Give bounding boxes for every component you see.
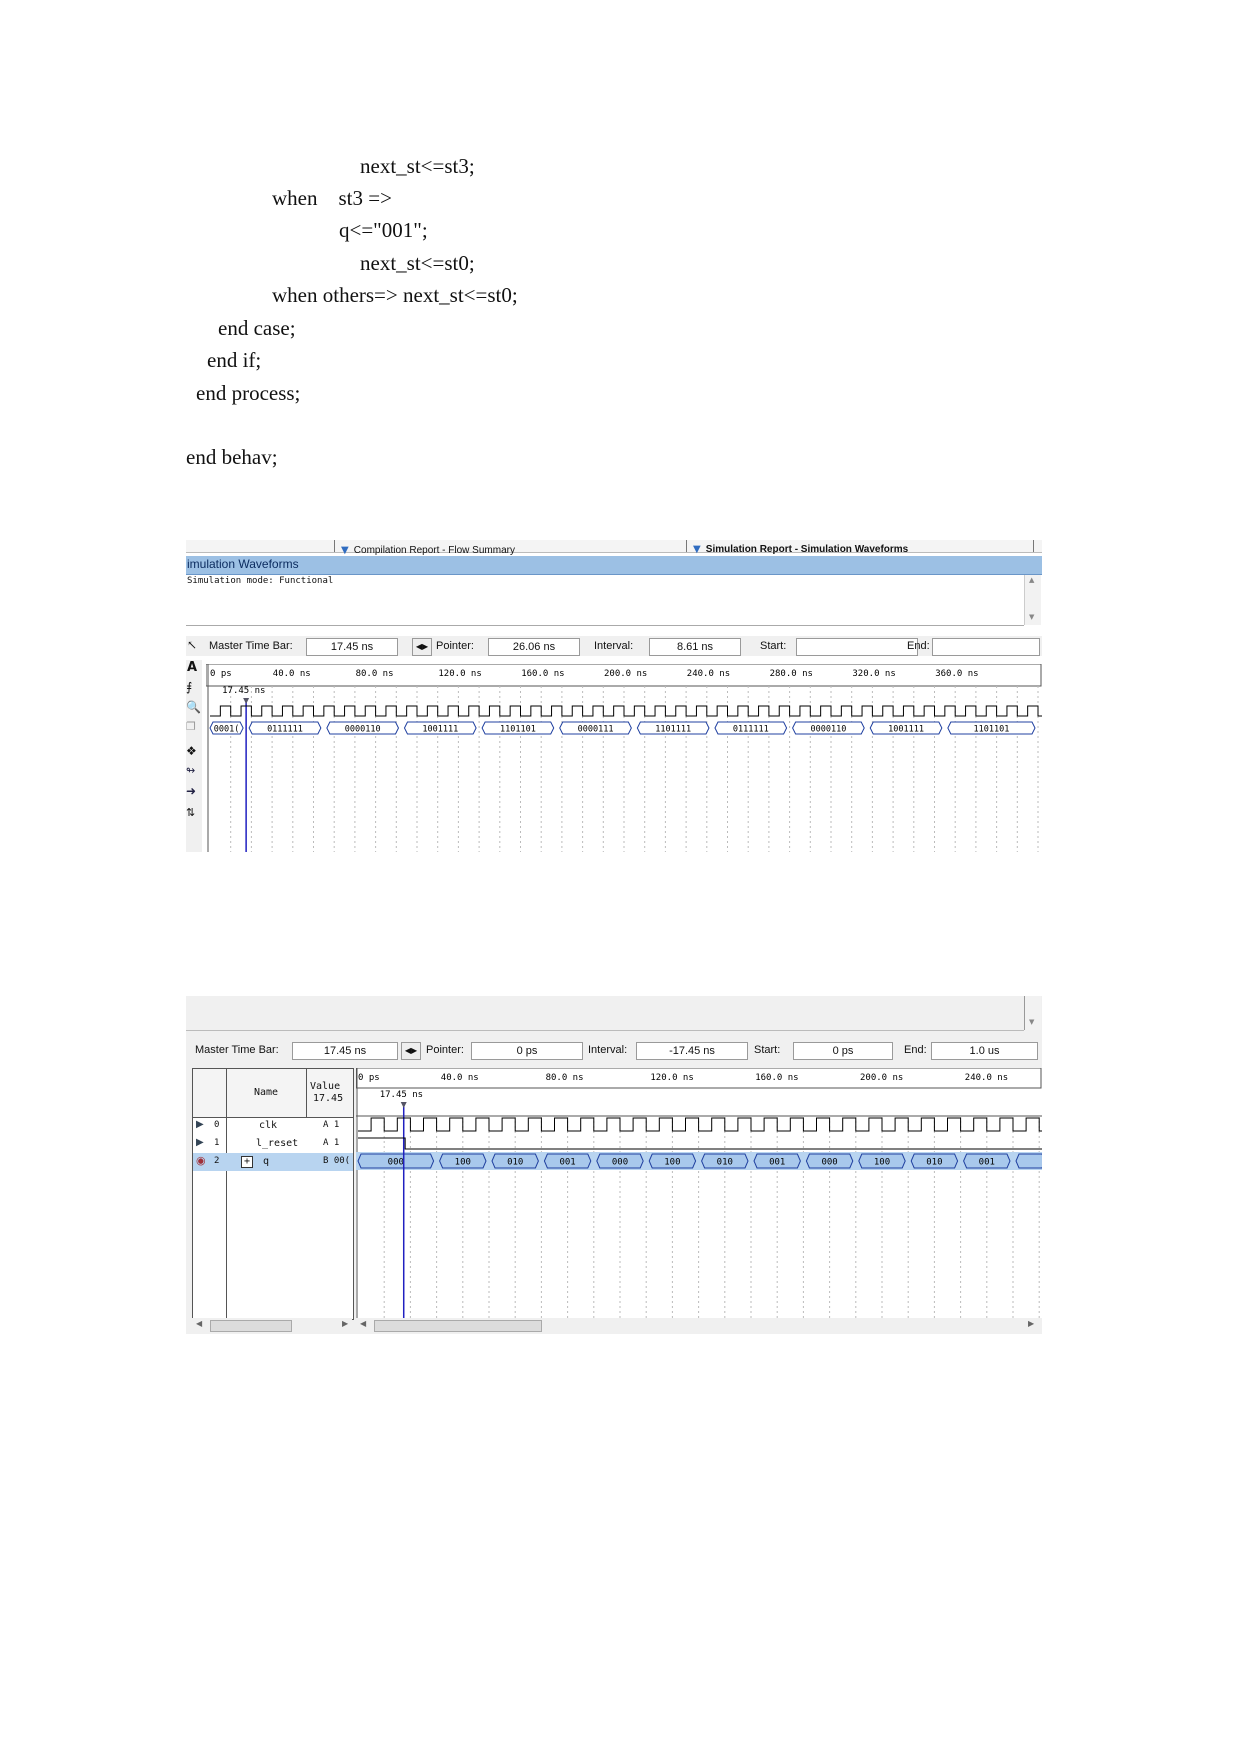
interval-label: Interval: — [588, 1044, 628, 1056]
tab-simulation-report[interactable]: ▼ Simulation Report - Simulation Waveforms — [686, 540, 1034, 552]
time-bar-spinner[interactable]: ◀▶ — [401, 1042, 421, 1060]
time-tick-label: 40.0 ns — [440, 1073, 479, 1083]
code-line: when st3 => — [272, 186, 392, 210]
value-column-time: 17.45 — [313, 1093, 344, 1104]
time-tick-label: 360.0 ns — [935, 669, 979, 679]
time-tick-label: 160.0 ns — [521, 669, 565, 679]
tab-compilation-report[interactable]: ▼ Compilation Report - Flow Summary — [334, 540, 515, 552]
copy-icon[interactable]: ❐ — [186, 720, 196, 733]
bus-value-label: 0000110 — [344, 724, 381, 735]
time-tick-label: 120.0 ns — [438, 669, 482, 679]
signal-name: q — [263, 1156, 270, 1167]
waveform-area-1[interactable] — [206, 664, 1042, 852]
panel-title-bar — [186, 556, 1042, 575]
signal-name: clk — [259, 1120, 278, 1131]
arrow-right-icon[interactable]: ➜ — [186, 784, 197, 798]
bus-value-label: 001 — [978, 1157, 995, 1168]
time-tick-label: 0 ps — [210, 669, 232, 679]
master-time-bar-field[interactable]: 17.45 ns — [306, 638, 398, 656]
simulation-mode-text: Simulation mode: Functional — [187, 576, 334, 586]
bus-value-label: 1101101 — [973, 724, 1010, 735]
tab-strip — [186, 540, 1042, 556]
signal-index: 1 — [214, 1138, 220, 1148]
signal-index: 2 — [214, 1156, 220, 1166]
signal-index: 0 — [214, 1120, 220, 1130]
code-line: end behav; — [186, 445, 278, 469]
find-icon[interactable]: ❖ — [186, 744, 197, 758]
end-field[interactable]: 1.0 us — [931, 1042, 1038, 1060]
bus-value-label: 100 — [873, 1157, 891, 1168]
mode-scrollbar[interactable] — [1024, 575, 1041, 625]
report-icon: ▼ — [693, 544, 701, 555]
time-tick-label: 160.0 ns — [755, 1073, 799, 1083]
code-line: end process; — [196, 381, 301, 405]
code-line: end case; — [218, 316, 296, 340]
bus-value-label: 1101111 — [655, 724, 692, 735]
scroll-left-icon[interactable]: ◀ — [196, 1319, 203, 1328]
interval-field: 8.61 ns — [649, 638, 741, 656]
time-tick-label: 240.0 ns — [686, 669, 731, 679]
mode-text-area — [186, 996, 1024, 1031]
pointer-field: 0 ps — [471, 1042, 583, 1060]
end-label: End: — [904, 1044, 927, 1056]
signal-value: A 1 — [323, 1138, 340, 1148]
bus-value-label: 000 — [387, 1157, 404, 1168]
time-tick-label: 80.0 ns — [355, 669, 394, 679]
bus-value-label: 0111111 — [732, 724, 769, 735]
time-tick-label: 120.0 ns — [650, 1073, 694, 1083]
pointer-tool-icon[interactable]: ↖ — [187, 638, 198, 652]
bus-value-label: 0111111 — [267, 724, 303, 735]
bus-value-label: 100 — [454, 1157, 471, 1168]
time-tick-label: 280.0 ns — [769, 669, 813, 679]
time-tick-label: 200.0 ns — [860, 1073, 904, 1083]
signal-row[interactable] — [193, 1117, 353, 1135]
code-line: next_st<=st0; — [360, 251, 475, 275]
bus-segment — [1016, 1154, 1042, 1168]
replace-icon[interactable]: ↬ — [186, 764, 196, 777]
end-label: End: — [907, 640, 930, 652]
start-label: Start: — [754, 1044, 781, 1056]
signal-list-pane — [192, 1068, 354, 1320]
bus-value-label: 1001111 — [422, 724, 459, 735]
signal-value: B 00( — [323, 1156, 351, 1166]
time-bar-row — [186, 1040, 1042, 1060]
code-line: next_st<=st3; — [360, 154, 475, 178]
scroll-thumb[interactable] — [374, 1320, 542, 1332]
simulation-window-2 — [186, 996, 1042, 1334]
cursor-time-label: 17.45 ns — [222, 686, 266, 696]
start-field[interactable] — [796, 638, 918, 656]
scroll-up-icon[interactable]: ▲ — [1029, 576, 1035, 584]
scroll-left-icon[interactable]: ◀ — [360, 1319, 367, 1328]
bus-value-label: 001 — [559, 1157, 576, 1168]
signal-value: A 1 — [323, 1120, 340, 1130]
bus-value-label: 000 — [821, 1157, 838, 1168]
time-tick-label: 200.0 ns — [604, 669, 648, 679]
bus-value-label: 1101101 — [499, 724, 536, 735]
scroll-right-icon[interactable]: ▶ — [342, 1319, 349, 1328]
time-tick-label: 240.0 ns — [964, 1073, 1009, 1083]
signal-list-hscrollbar[interactable] — [192, 1318, 352, 1332]
mode-scrollbar[interactable] — [1024, 996, 1041, 1030]
bus-value-label: 100 — [664, 1157, 681, 1168]
scroll-thumb[interactable] — [210, 1320, 292, 1332]
end-field[interactable] — [932, 638, 1040, 656]
code-line: end if; — [207, 348, 262, 372]
scroll-down-icon[interactable]: ▼ — [1029, 613, 1035, 621]
signal-row[interactable] — [193, 1135, 353, 1153]
bus-value-label: 0000111 — [577, 724, 614, 735]
interval-label: Interval: — [594, 640, 634, 652]
waveform-area-2[interactable] — [356, 1068, 1042, 1318]
pointer-label: Pointer: — [436, 640, 474, 652]
cursor-time-label: 17.45 ns — [379, 1090, 424, 1100]
bus-value-label: 0001( — [213, 724, 240, 735]
time-tick-label: 40.0 ns — [272, 669, 311, 679]
input-pin-icon: ▶ — [196, 1137, 204, 1148]
output-pin-icon: ◉ — [196, 1154, 206, 1167]
node-finder-icon[interactable]: ⨎ — [186, 680, 193, 694]
pointer-field: 26.06 ns — [488, 638, 580, 656]
master-time-bar-label: Master Time Bar: — [195, 1044, 279, 1056]
master-time-bar-field[interactable]: 17.45 ns — [292, 1042, 398, 1060]
name-column-header[interactable]: Name — [254, 1087, 279, 1098]
bus-value-label: 010 — [716, 1157, 733, 1168]
code-line: when others=> next_st<=st0; — [272, 283, 518, 307]
mode-text-area — [186, 575, 1024, 626]
report-icon: ▼ — [341, 545, 349, 556]
start-field[interactable]: 0 ps — [793, 1042, 893, 1060]
bus-value-label: 010 — [507, 1157, 524, 1168]
scroll-down-icon[interactable]: ▼ — [1029, 1018, 1035, 1026]
waveform-hscrollbar[interactable] — [356, 1318, 1042, 1332]
bus-value-label: 001 — [769, 1157, 786, 1168]
bus-value-label: 000 — [611, 1157, 629, 1168]
time-tick-label: 320.0 ns — [852, 669, 896, 679]
pointer-label: Pointer: — [426, 1044, 464, 1056]
zoom-icon[interactable]: 🔍 — [186, 700, 201, 714]
expand-icon[interactable]: + — [241, 1156, 253, 1168]
signal-list-header — [193, 1069, 353, 1118]
sort-icon[interactable]: ⇅ — [186, 806, 196, 819]
bus-value-label: 010 — [926, 1157, 943, 1168]
master-time-bar-label: Master Time Bar: — [209, 640, 293, 652]
value-column-header[interactable]: Value — [310, 1081, 341, 1092]
panel-title: imulation Waveforms — [187, 557, 299, 571]
bus-value-label: 1001111 — [888, 724, 924, 735]
left-toolbar — [186, 660, 202, 852]
bus-value-label: 0000110 — [810, 724, 847, 735]
start-label: Start: — [760, 640, 787, 652]
text-tool-icon[interactable]: A — [187, 660, 198, 675]
input-pin-icon: ▶ — [196, 1119, 204, 1130]
scroll-right-icon[interactable]: ▶ — [1028, 1319, 1035, 1328]
code-line: q<="001"; — [339, 218, 428, 242]
simulation-window-1 — [186, 540, 1042, 852]
interval-field: -17.45 ns — [636, 1042, 748, 1060]
signal-name: l_reset — [256, 1138, 299, 1149]
time-tick-label: 80.0 ns — [545, 1073, 584, 1083]
signal-row-selected[interactable] — [193, 1153, 353, 1171]
time-bar-row — [186, 636, 1042, 656]
time-bar-spinner[interactable]: ◀▶ — [412, 638, 432, 656]
time-tick-label: 0 ps — [358, 1073, 380, 1083]
